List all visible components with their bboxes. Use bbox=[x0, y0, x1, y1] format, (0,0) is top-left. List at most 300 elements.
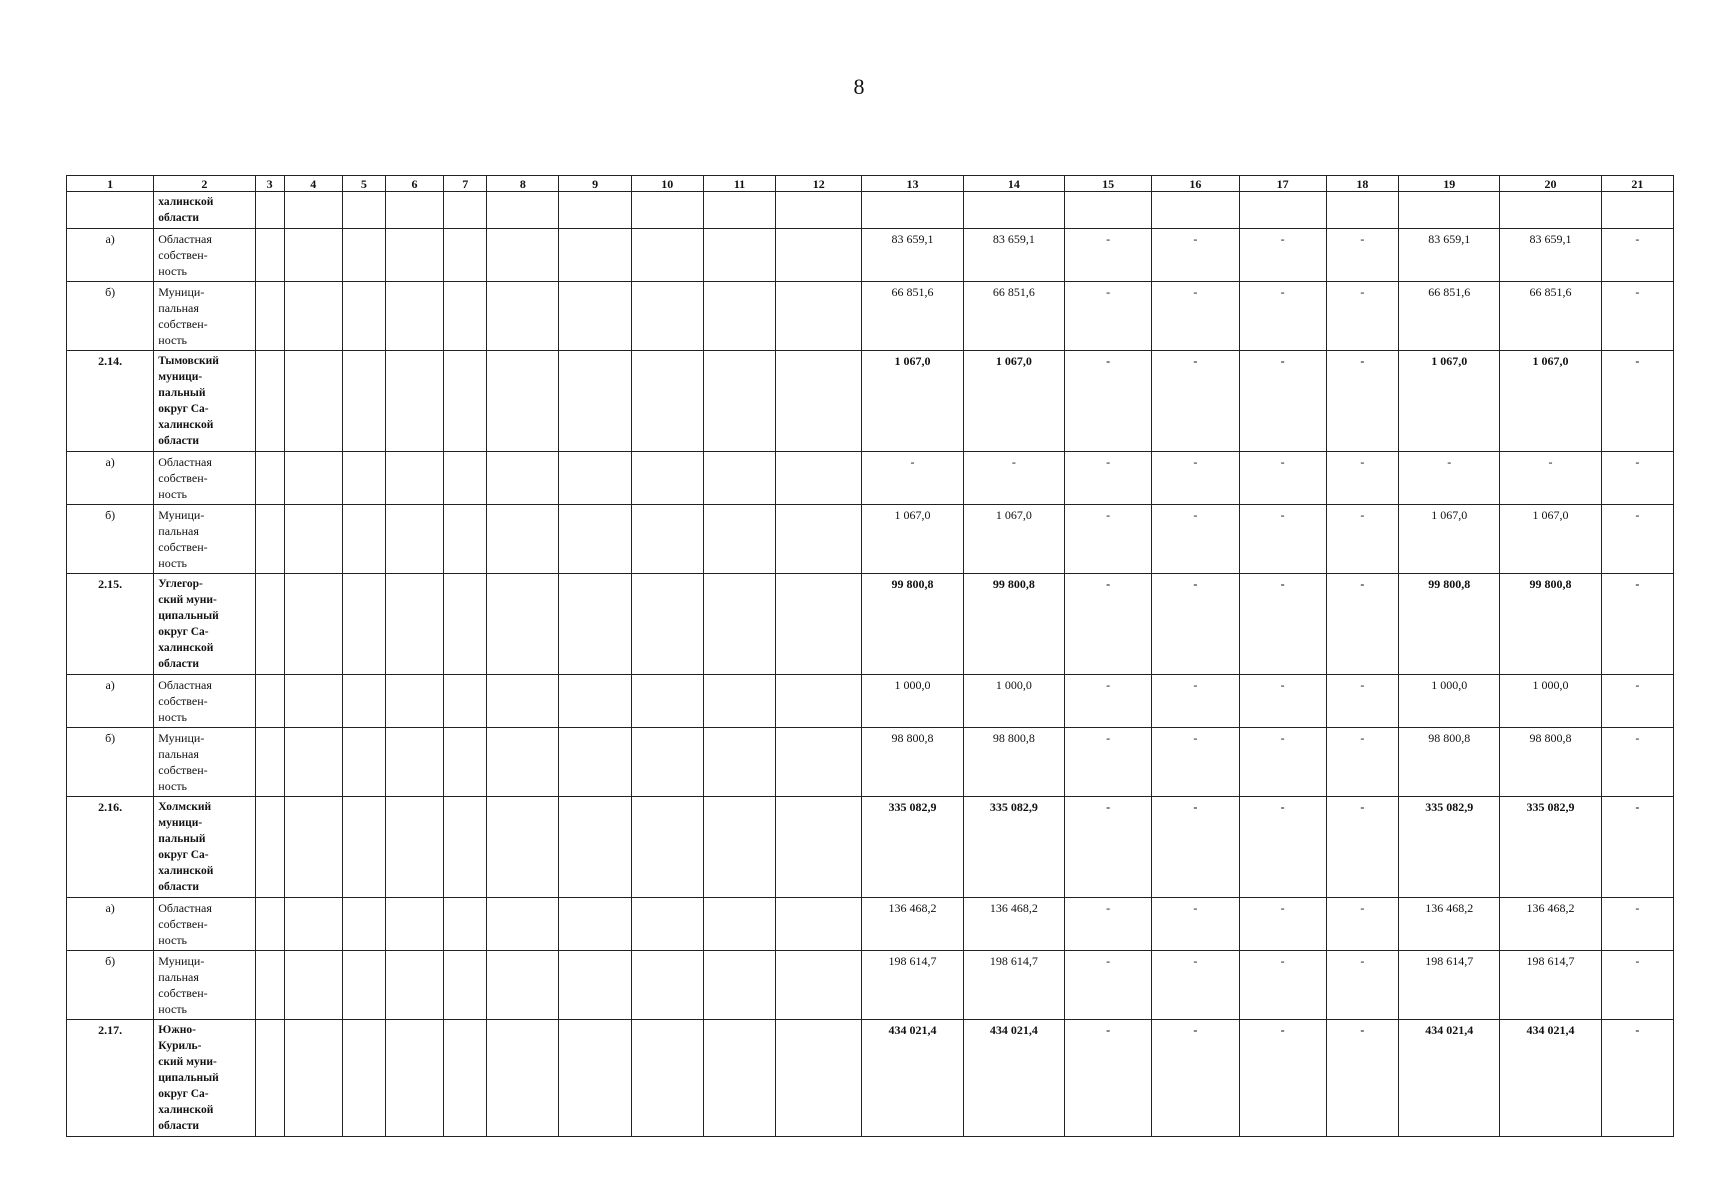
value-cell-col14: 335 082,9 bbox=[963, 797, 1064, 898]
row-name-line: собствен- bbox=[158, 694, 208, 708]
value-cell-col21: - bbox=[1601, 951, 1673, 1020]
value-cell-col20: 434 021,4 bbox=[1500, 1020, 1601, 1137]
value-cell-col15: - bbox=[1065, 951, 1152, 1020]
row-name bbox=[154, 351, 255, 452]
column-header: 13 bbox=[862, 176, 963, 192]
empty-cell bbox=[255, 282, 284, 351]
empty-cell bbox=[776, 192, 862, 229]
row-number bbox=[67, 192, 154, 229]
empty-cell bbox=[385, 728, 443, 797]
value-cell-col18: - bbox=[1326, 505, 1398, 574]
value-cell-col13: 66 851,6 bbox=[862, 282, 963, 351]
value-cell-col18: - bbox=[1326, 282, 1398, 351]
empty-cell bbox=[559, 505, 631, 574]
empty-cell bbox=[703, 351, 775, 452]
empty-cell bbox=[444, 282, 487, 351]
value-cell-col14: 136 468,2 bbox=[963, 898, 1064, 951]
empty-cell bbox=[342, 898, 385, 951]
empty-cell bbox=[444, 452, 487, 505]
value-cell-col21: - bbox=[1601, 898, 1673, 951]
value-cell-col18: - bbox=[1326, 951, 1398, 1020]
row-name bbox=[154, 797, 255, 898]
value-cell-col17: - bbox=[1239, 728, 1326, 797]
empty-cell bbox=[631, 797, 703, 898]
value-cell-col20: 1 000,0 bbox=[1500, 675, 1601, 728]
value-cell-col21: - bbox=[1601, 452, 1673, 505]
row-name bbox=[154, 574, 255, 675]
empty-cell bbox=[776, 951, 862, 1020]
value-cell-col19 bbox=[1399, 192, 1500, 229]
column-header: 6 bbox=[385, 176, 443, 192]
row-name-line: ский муни- bbox=[158, 594, 217, 606]
empty-cell bbox=[487, 574, 559, 675]
value-cell-col21 bbox=[1601, 192, 1673, 229]
empty-cell bbox=[342, 574, 385, 675]
row-name-line: халинской bbox=[158, 196, 214, 208]
table-row bbox=[67, 574, 1674, 675]
value-cell-col20: - bbox=[1500, 452, 1601, 505]
empty-cell bbox=[385, 229, 443, 282]
row-name-line: пальная bbox=[158, 301, 199, 315]
table-row bbox=[67, 282, 1674, 351]
table-row bbox=[67, 951, 1674, 1020]
empty-cell bbox=[559, 282, 631, 351]
empty-cell bbox=[284, 898, 342, 951]
empty-cell bbox=[284, 1020, 342, 1137]
empty-cell bbox=[776, 574, 862, 675]
empty-cell bbox=[487, 452, 559, 505]
value-cell-col15: - bbox=[1065, 797, 1152, 898]
empty-cell bbox=[487, 351, 559, 452]
empty-cell bbox=[444, 675, 487, 728]
empty-cell bbox=[385, 351, 443, 452]
empty-cell bbox=[631, 282, 703, 351]
empty-cell bbox=[284, 951, 342, 1020]
column-header: 4 bbox=[284, 176, 342, 192]
empty-cell bbox=[255, 574, 284, 675]
table-row bbox=[67, 505, 1674, 574]
value-cell-col16: - bbox=[1152, 797, 1239, 898]
empty-cell bbox=[342, 351, 385, 452]
empty-cell bbox=[385, 574, 443, 675]
empty-cell bbox=[559, 351, 631, 452]
row-name-line: Областная bbox=[158, 232, 212, 246]
value-cell-col16: - bbox=[1152, 574, 1239, 675]
row-name-line: области bbox=[158, 212, 200, 224]
empty-cell bbox=[631, 351, 703, 452]
value-cell-col17: - bbox=[1239, 351, 1326, 452]
empty-cell bbox=[444, 505, 487, 574]
value-cell-col17: - bbox=[1239, 505, 1326, 574]
row-name-line: области bbox=[158, 1120, 200, 1132]
row-name-line: ность bbox=[158, 264, 188, 278]
value-cell-col18: - bbox=[1326, 898, 1398, 951]
empty-cell bbox=[385, 452, 443, 505]
empty-cell bbox=[776, 797, 862, 898]
row-name bbox=[154, 452, 255, 505]
empty-cell bbox=[342, 452, 385, 505]
row-name-line: пальная bbox=[158, 747, 199, 761]
page-number: 8 bbox=[853, 74, 865, 99]
empty-cell bbox=[776, 728, 862, 797]
empty-cell bbox=[703, 452, 775, 505]
empty-cell bbox=[385, 675, 443, 728]
row-number: б) bbox=[67, 505, 154, 574]
empty-cell bbox=[559, 797, 631, 898]
empty-cell bbox=[342, 505, 385, 574]
value-cell-col21: - bbox=[1601, 351, 1673, 452]
empty-cell bbox=[255, 675, 284, 728]
value-cell-col17: - bbox=[1239, 797, 1326, 898]
row-name-line: области bbox=[158, 881, 200, 893]
value-cell-col15: - bbox=[1065, 728, 1152, 797]
column-header: 17 bbox=[1239, 176, 1326, 192]
empty-cell bbox=[284, 351, 342, 452]
value-cell-col21: - bbox=[1601, 1020, 1673, 1137]
budget-table bbox=[66, 175, 1674, 1137]
empty-cell bbox=[284, 229, 342, 282]
row-name bbox=[154, 951, 255, 1020]
value-cell-col16: - bbox=[1152, 951, 1239, 1020]
row-name-line: округ Са- bbox=[158, 403, 209, 415]
row-name-line: ципальный bbox=[158, 1072, 219, 1084]
value-cell-col19: - bbox=[1399, 452, 1500, 505]
empty-cell bbox=[703, 797, 775, 898]
value-cell-col16: - bbox=[1152, 728, 1239, 797]
empty-cell bbox=[631, 951, 703, 1020]
row-name bbox=[154, 1020, 255, 1137]
value-cell-col13: 434 021,4 bbox=[862, 1020, 963, 1137]
value-cell-col20: 66 851,6 bbox=[1500, 282, 1601, 351]
row-name-line: Муници- bbox=[158, 731, 205, 745]
value-cell-col18: - bbox=[1326, 351, 1398, 452]
empty-cell bbox=[385, 1020, 443, 1137]
value-cell-col13: 136 468,2 bbox=[862, 898, 963, 951]
value-cell-col16: - bbox=[1152, 351, 1239, 452]
value-cell-col20: 198 614,7 bbox=[1500, 951, 1601, 1020]
table-row bbox=[67, 351, 1674, 452]
empty-cell bbox=[776, 351, 862, 452]
row-name-line: округ Са- bbox=[158, 849, 209, 861]
empty-cell bbox=[559, 574, 631, 675]
value-cell-col15: - bbox=[1065, 282, 1152, 351]
value-cell-col21: - bbox=[1601, 675, 1673, 728]
row-name bbox=[154, 282, 255, 351]
column-header: 20 bbox=[1500, 176, 1601, 192]
row-name-line: Углегор- bbox=[158, 578, 203, 590]
value-cell-col13: 198 614,7 bbox=[862, 951, 963, 1020]
empty-cell bbox=[284, 574, 342, 675]
row-name-line: муници- bbox=[158, 371, 203, 383]
row-name-line: халинской bbox=[158, 1104, 214, 1116]
empty-cell bbox=[255, 229, 284, 282]
row-name-line: собствен- bbox=[158, 248, 208, 262]
value-cell-col20: 335 082,9 bbox=[1500, 797, 1601, 898]
column-header: 18 bbox=[1326, 176, 1398, 192]
table-row bbox=[67, 898, 1674, 951]
empty-cell bbox=[703, 1020, 775, 1137]
empty-cell bbox=[444, 898, 487, 951]
empty-cell bbox=[444, 1020, 487, 1137]
value-cell-col17 bbox=[1239, 192, 1326, 229]
row-name-line: пальный bbox=[158, 833, 206, 845]
row-name bbox=[154, 898, 255, 951]
row-name-line: Тымовский bbox=[158, 355, 219, 367]
row-name-line: округ Са- bbox=[158, 626, 209, 638]
row-name-line: халинской bbox=[158, 419, 214, 431]
empty-cell bbox=[631, 728, 703, 797]
empty-cell bbox=[776, 229, 862, 282]
table-row bbox=[67, 452, 1674, 505]
value-cell-col19: 1 000,0 bbox=[1399, 675, 1500, 728]
row-number: а) bbox=[67, 898, 154, 951]
empty-cell bbox=[284, 797, 342, 898]
row-name-line: Областная bbox=[158, 678, 212, 692]
row-name bbox=[154, 675, 255, 728]
value-cell-col19: 198 614,7 bbox=[1399, 951, 1500, 1020]
row-name-line: собствен- bbox=[158, 471, 208, 485]
column-header: 2 bbox=[154, 176, 255, 192]
empty-cell bbox=[487, 505, 559, 574]
value-cell-col14: 1 067,0 bbox=[963, 505, 1064, 574]
empty-cell bbox=[342, 951, 385, 1020]
empty-cell bbox=[284, 192, 342, 229]
value-cell-col18: - bbox=[1326, 1020, 1398, 1137]
table-row bbox=[67, 675, 1674, 728]
row-name-line: ность bbox=[158, 1002, 188, 1016]
value-cell-col17: - bbox=[1239, 951, 1326, 1020]
value-cell-col15: - bbox=[1065, 505, 1152, 574]
empty-cell bbox=[487, 1020, 559, 1137]
value-cell-col18: - bbox=[1326, 728, 1398, 797]
empty-cell bbox=[631, 1020, 703, 1137]
table-row bbox=[67, 229, 1674, 282]
empty-cell bbox=[444, 229, 487, 282]
column-header: 8 bbox=[487, 176, 559, 192]
empty-cell bbox=[776, 452, 862, 505]
row-name-line: ность bbox=[158, 487, 188, 501]
table-row bbox=[67, 192, 1674, 229]
column-header: 21 bbox=[1601, 176, 1673, 192]
empty-cell bbox=[342, 282, 385, 351]
row-name-line: округ Са- bbox=[158, 1088, 209, 1100]
value-cell-col20: 136 468,2 bbox=[1500, 898, 1601, 951]
empty-cell bbox=[487, 728, 559, 797]
empty-cell bbox=[284, 675, 342, 728]
value-cell-col21: - bbox=[1601, 728, 1673, 797]
row-name-line: муници- bbox=[158, 817, 203, 829]
value-cell-col19: 1 067,0 bbox=[1399, 351, 1500, 452]
row-name-line: ность bbox=[158, 933, 188, 947]
value-cell-col17: - bbox=[1239, 282, 1326, 351]
row-name-line: Южно- bbox=[158, 1024, 196, 1036]
row-number: а) bbox=[67, 452, 154, 505]
value-cell-col14: - bbox=[963, 452, 1064, 505]
empty-cell bbox=[255, 951, 284, 1020]
row-name-line: Куриль- bbox=[158, 1040, 202, 1052]
column-header: 15 bbox=[1065, 176, 1152, 192]
empty-cell bbox=[559, 452, 631, 505]
value-cell-col13: 1 000,0 bbox=[862, 675, 963, 728]
value-cell-col18: - bbox=[1326, 574, 1398, 675]
value-cell-col21: - bbox=[1601, 282, 1673, 351]
empty-cell bbox=[487, 675, 559, 728]
empty-cell bbox=[284, 452, 342, 505]
value-cell-col14: 66 851,6 bbox=[963, 282, 1064, 351]
empty-cell bbox=[703, 728, 775, 797]
empty-cell bbox=[342, 192, 385, 229]
empty-cell bbox=[487, 898, 559, 951]
row-name bbox=[154, 229, 255, 282]
value-cell-col15: - bbox=[1065, 675, 1152, 728]
empty-cell bbox=[255, 351, 284, 452]
value-cell-col15: - bbox=[1065, 574, 1152, 675]
column-header: 14 bbox=[963, 176, 1064, 192]
value-cell-col19: 99 800,8 bbox=[1399, 574, 1500, 675]
value-cell-col16: - bbox=[1152, 675, 1239, 728]
row-name-line: ность bbox=[158, 779, 188, 793]
table-row bbox=[67, 1020, 1674, 1137]
row-name-line: собствен- bbox=[158, 986, 208, 1000]
empty-cell bbox=[385, 951, 443, 1020]
empty-cell bbox=[342, 728, 385, 797]
value-cell-col14: 98 800,8 bbox=[963, 728, 1064, 797]
value-cell-col15: - bbox=[1065, 351, 1152, 452]
empty-cell bbox=[703, 282, 775, 351]
row-name-line: собствен- bbox=[158, 317, 208, 331]
empty-cell bbox=[776, 898, 862, 951]
column-header: 11 bbox=[703, 176, 775, 192]
value-cell-col16: - bbox=[1152, 229, 1239, 282]
row-name-line: халинской bbox=[158, 865, 214, 877]
value-cell-col17: - bbox=[1239, 898, 1326, 951]
value-cell-col19: 434 021,4 bbox=[1399, 1020, 1500, 1137]
value-cell-col18: - bbox=[1326, 675, 1398, 728]
value-cell-col20: 1 067,0 bbox=[1500, 351, 1601, 452]
table-row bbox=[67, 797, 1674, 898]
empty-cell bbox=[559, 898, 631, 951]
row-name-line: собствен- bbox=[158, 763, 208, 777]
empty-cell bbox=[385, 898, 443, 951]
empty-cell bbox=[255, 1020, 284, 1137]
empty-cell bbox=[703, 229, 775, 282]
empty-cell bbox=[631, 192, 703, 229]
empty-cell bbox=[284, 728, 342, 797]
row-name-line: ность bbox=[158, 333, 188, 347]
value-cell-col21: - bbox=[1601, 505, 1673, 574]
row-name-line: собствен- bbox=[158, 540, 208, 554]
row-number: 2.15. bbox=[67, 574, 154, 675]
value-cell-col13: 1 067,0 bbox=[862, 351, 963, 452]
value-cell-col19: 83 659,1 bbox=[1399, 229, 1500, 282]
value-cell-col17: - bbox=[1239, 229, 1326, 282]
row-number: 2.16. bbox=[67, 797, 154, 898]
value-cell-col16: - bbox=[1152, 282, 1239, 351]
table-row bbox=[67, 728, 1674, 797]
value-cell-col17: - bbox=[1239, 452, 1326, 505]
column-header: 12 bbox=[776, 176, 862, 192]
empty-cell bbox=[385, 282, 443, 351]
column-header: 9 bbox=[559, 176, 631, 192]
row-name-line: области bbox=[158, 435, 200, 447]
empty-cell bbox=[255, 505, 284, 574]
empty-cell bbox=[631, 505, 703, 574]
row-name-line: Муници- bbox=[158, 508, 205, 522]
value-cell-col19: 136 468,2 bbox=[1399, 898, 1500, 951]
empty-cell bbox=[385, 797, 443, 898]
value-cell-col19: 66 851,6 bbox=[1399, 282, 1500, 351]
empty-cell bbox=[703, 574, 775, 675]
value-cell-col15: - bbox=[1065, 452, 1152, 505]
value-cell-col14: 1 000,0 bbox=[963, 675, 1064, 728]
row-name-line: Областная bbox=[158, 455, 212, 469]
empty-cell bbox=[703, 505, 775, 574]
value-cell-col17: - bbox=[1239, 675, 1326, 728]
row-name-line: Холмский bbox=[158, 801, 212, 813]
empty-cell bbox=[487, 797, 559, 898]
row-name-line: пальная bbox=[158, 524, 199, 538]
empty-cell bbox=[284, 505, 342, 574]
row-name-line: собствен- bbox=[158, 917, 208, 931]
row-name bbox=[154, 192, 255, 229]
empty-cell bbox=[487, 951, 559, 1020]
row-name-line: халинской bbox=[158, 642, 214, 654]
empty-cell bbox=[776, 505, 862, 574]
empty-cell bbox=[444, 728, 487, 797]
value-cell-col13 bbox=[862, 192, 963, 229]
empty-cell bbox=[776, 675, 862, 728]
empty-cell bbox=[284, 282, 342, 351]
value-cell-col16: - bbox=[1152, 452, 1239, 505]
value-cell-col19: 98 800,8 bbox=[1399, 728, 1500, 797]
value-cell-col14: 198 614,7 bbox=[963, 951, 1064, 1020]
value-cell-col17: - bbox=[1239, 1020, 1326, 1137]
value-cell-col13: 1 067,0 bbox=[862, 505, 963, 574]
row-name bbox=[154, 505, 255, 574]
value-cell-col13: 83 659,1 bbox=[862, 229, 963, 282]
value-cell-col21: - bbox=[1601, 229, 1673, 282]
row-number: б) bbox=[67, 951, 154, 1020]
value-cell-col20: 98 800,8 bbox=[1500, 728, 1601, 797]
value-cell-col16: - bbox=[1152, 505, 1239, 574]
value-cell-col15: - bbox=[1065, 1020, 1152, 1137]
column-header: 10 bbox=[631, 176, 703, 192]
empty-cell bbox=[631, 229, 703, 282]
empty-cell bbox=[342, 797, 385, 898]
row-name-line: ность bbox=[158, 710, 188, 724]
empty-cell bbox=[559, 951, 631, 1020]
value-cell-col18: - bbox=[1326, 229, 1398, 282]
value-cell-col21: - bbox=[1601, 797, 1673, 898]
empty-cell bbox=[631, 675, 703, 728]
empty-cell bbox=[776, 1020, 862, 1137]
row-name-line: ский муни- bbox=[158, 1056, 217, 1068]
column-header: 5 bbox=[342, 176, 385, 192]
value-cell-col13: 99 800,8 bbox=[862, 574, 963, 675]
column-header: 3 bbox=[255, 176, 284, 192]
table-body bbox=[67, 192, 1674, 1137]
empty-cell bbox=[559, 675, 631, 728]
value-cell-col19: 1 067,0 bbox=[1399, 505, 1500, 574]
empty-cell bbox=[444, 797, 487, 898]
empty-cell bbox=[487, 282, 559, 351]
empty-cell bbox=[255, 192, 284, 229]
empty-cell bbox=[255, 728, 284, 797]
empty-cell bbox=[631, 452, 703, 505]
value-cell-col20: 83 659,1 bbox=[1500, 229, 1601, 282]
column-header: 16 bbox=[1152, 176, 1239, 192]
value-cell-col19: 335 082,9 bbox=[1399, 797, 1500, 898]
